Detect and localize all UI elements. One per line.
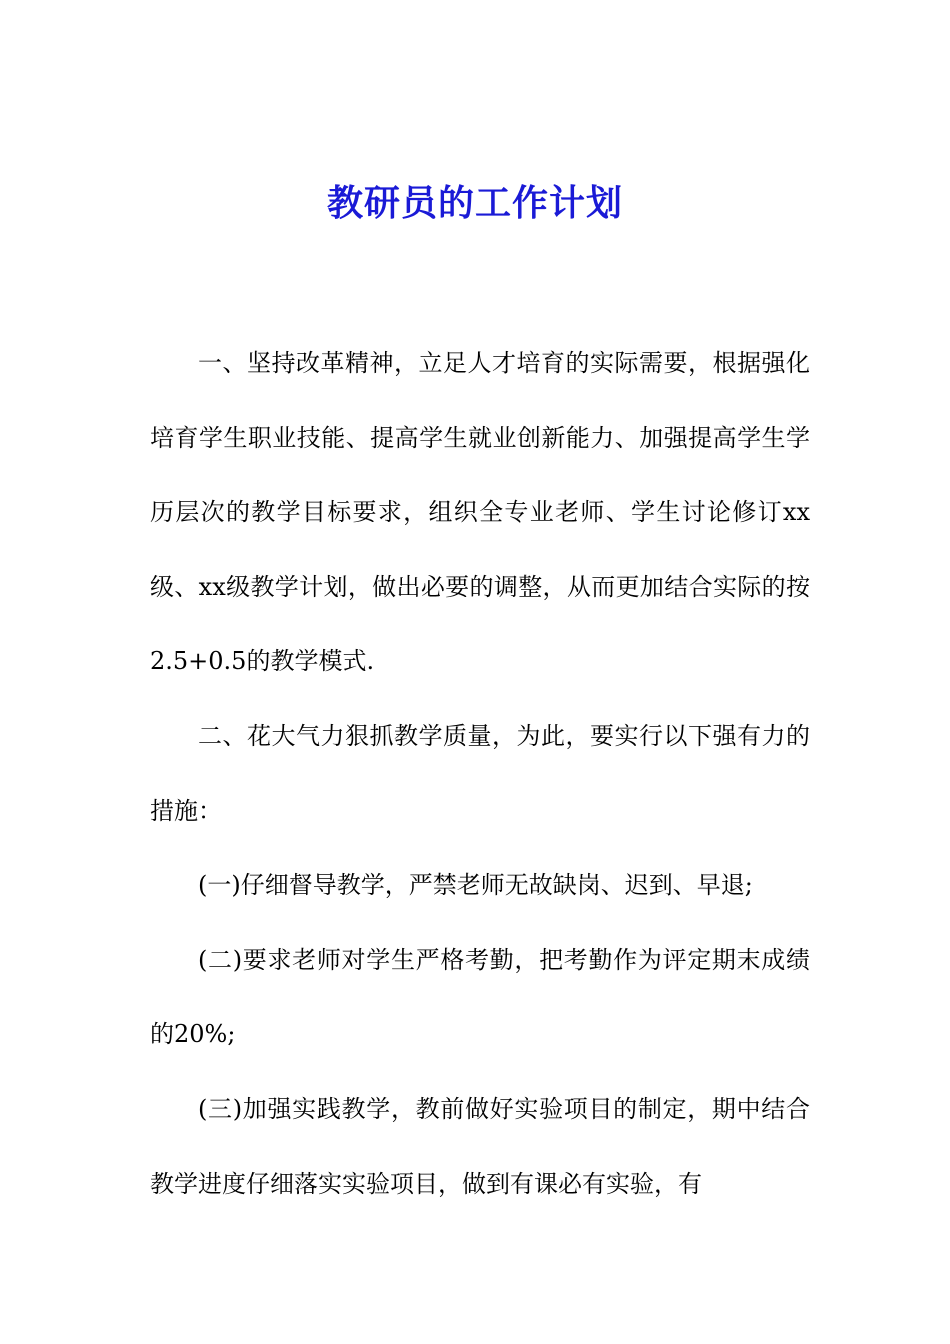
paragraph-3: (一)仔细督导教学，严禁老师无故缺岗、迟到、早退;	[198, 871, 753, 900]
paragraph-4: (二)要求老师对学生严格考勤，把考勤作为评定期末成绩的20%;	[150, 945, 810, 1049]
document-title: 教研员的工作计划	[326, 182, 623, 224]
paragraph-1: 一、坚持改革精神，立足人才培育的实际需要，根据强化培育学生职业技能、提高学生就业创新能力、加强提高学生学历层次的教学目标要求，组织全专业老师、学生讨论修订xx级、xx级教学计划，做出必要的调整，从而更加结合实际的按2.5+0.5的教学模式.	[150, 349, 810, 676]
paragraph-5: (三)加强实践教学，教前做好实验项目的制定，期中结合教学进度仔细落实实验项目，做到有课必有实验，有	[150, 1094, 810, 1198]
paragraph-2: 二、花大气力狠抓教学质量，为此，要实行以下强有力的措施：	[150, 721, 810, 825]
document-body	[150, 326, 810, 1221]
